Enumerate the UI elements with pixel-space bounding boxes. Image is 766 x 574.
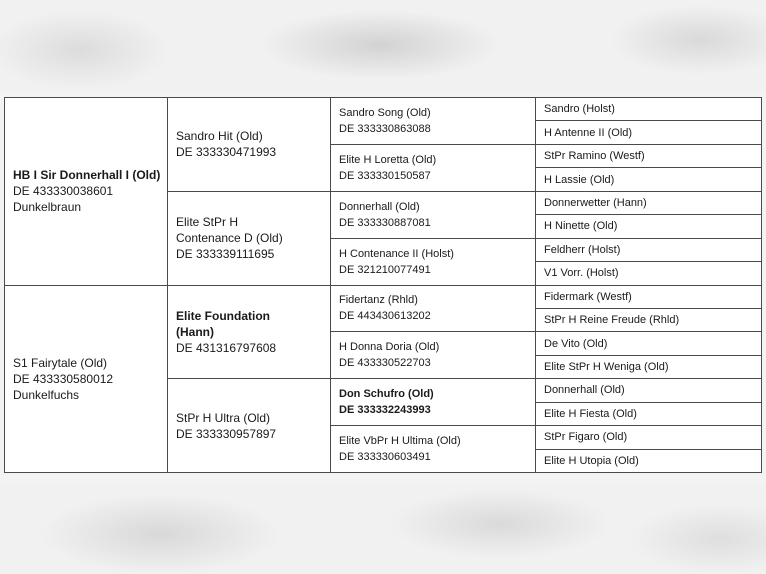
pedigree-text-line: Dunkelbraun: [13, 200, 82, 215]
pedigree-text-line: Contenance D (Old): [176, 231, 283, 246]
pedigree-text-line: DE 433330580012: [13, 371, 114, 386]
great-grandparent-cell: [331, 144, 536, 191]
pedigree-text-line: Sandro (Holst): [544, 103, 615, 116]
pedigree-text-line: Elite H Utopia (Old): [544, 454, 639, 467]
pedigree-text-line: StPr Figaro (Old): [544, 431, 628, 444]
great-grandparent-cell: [331, 379, 536, 426]
great-great-grandparent-cell: [536, 238, 762, 261]
sire-cell: [5, 98, 168, 286]
pedigree-text-line: Elite H Loretta (Old): [339, 153, 437, 166]
great-great-grandparent-cell: [536, 215, 762, 238]
pedigree-text-line: DE 333339111695: [176, 247, 275, 262]
pedigree-text-line: H Ninette (Old): [544, 220, 618, 233]
pedigree-text-line: Donnerhall (Old): [339, 200, 420, 213]
grandparent-cell: [168, 285, 331, 379]
great-great-grandparent-cell: [536, 402, 762, 425]
blurred-background-top: [0, 0, 766, 92]
pedigree-row: [5, 98, 762, 121]
pedigree-text-line: Elite Foundation: [176, 308, 270, 323]
pedigree-text-line: Donnerwetter (Hann): [544, 196, 647, 209]
great-great-grandparent-cell: [536, 262, 762, 285]
pedigree-row: [5, 285, 762, 308]
great-great-grandparent-cell: [536, 98, 762, 121]
pedigree-text-line: Elite StPr H Weniga (Old): [544, 361, 669, 374]
pedigree-text-line: DE 433330038601: [13, 184, 114, 199]
great-grandparent-cell: [331, 426, 536, 473]
pedigree-text-line: V1 Vorr. (Holst): [544, 267, 619, 280]
pedigree-text-line: Don Schufro (Old): [339, 388, 434, 401]
great-great-grandparent-cell: [536, 449, 762, 472]
great-great-grandparent-cell: [536, 355, 762, 378]
pedigree-text-line: H Contenance II (Holst): [339, 247, 454, 260]
pedigree-text-line: Donnerhall (Old): [544, 384, 625, 397]
pedigree-text-line: StPr Ramino (Westf): [544, 150, 645, 163]
great-great-grandparent-cell: [536, 191, 762, 214]
grandparent-cell: [168, 379, 331, 473]
pedigree-text-line: Elite H Fiesta (Old): [544, 407, 637, 420]
great-great-grandparent-cell: [536, 168, 762, 191]
pedigree-text-line: H Antenne II (Old): [544, 126, 633, 139]
great-grandparent-cell: [331, 191, 536, 238]
pedigree-text-line: Fidermark (Westf): [544, 290, 632, 303]
great-great-grandparent-cell: [536, 379, 762, 402]
pedigree-text-line: DE 333330957897: [176, 426, 277, 441]
pedigree-text-line: Sandro Song (Old): [339, 106, 431, 119]
dam-cell: [5, 285, 168, 473]
great-great-grandparent-cell: [536, 121, 762, 144]
pedigree-text-line: StPr H Ultra (Old): [176, 410, 271, 425]
pedigree-text-line: Elite VbPr H Ultima (Old): [339, 435, 461, 448]
pedigree-text-line: DE 333330471993: [176, 145, 277, 160]
great-grandparent-cell: [331, 332, 536, 379]
pedigree-text-line: DE 431316797608: [176, 340, 277, 355]
pedigree-text-line: Sandro Hit (Old): [176, 129, 263, 144]
great-grandparent-cell: [331, 98, 536, 145]
pedigree-text-line: DE 333330150587: [339, 169, 431, 182]
pedigree-table: [4, 97, 762, 473]
pedigree-text-line: StPr H Reine Freude (Rhld): [544, 314, 680, 327]
grandparent-cell: [168, 191, 331, 285]
pedigree-text-line: Elite StPr H: [176, 215, 239, 230]
grandparent-cell: [168, 98, 331, 192]
pedigree-text-line: H Donna Doria (Old): [339, 341, 440, 354]
blurred-background-bottom: [0, 484, 766, 574]
pedigree-text-line: DE 443430613202: [339, 310, 431, 323]
pedigree-text-line: DE 333330603491: [339, 451, 431, 464]
great-great-grandparent-cell: [536, 308, 762, 331]
great-great-grandparent-cell: [536, 144, 762, 167]
pedigree-text-line: HB I Sir Donnerhall I (Old): [13, 168, 161, 183]
pedigree-text-line: DE 333330863088: [339, 122, 431, 135]
pedigree-text-line: DE 433330522703: [339, 357, 431, 370]
pedigree-text-line: (Hann): [176, 324, 214, 339]
great-great-grandparent-cell: [536, 285, 762, 308]
great-grandparent-cell: [331, 285, 536, 332]
pedigree-text-line: Feldherr (Holst): [544, 243, 621, 256]
pedigree-text-line: S1 Fairytale (Old): [13, 355, 108, 370]
pedigree-text-line: H Lassie (Old): [544, 173, 615, 186]
pedigree-text-line: DE 333332243993: [339, 404, 431, 417]
pedigree-text-line: Dunkelfuchs: [13, 387, 80, 402]
pedigree-text-line: Fidertanz (Rhld): [339, 294, 418, 307]
pedigree-text-line: DE 333330887081: [339, 216, 431, 229]
pedigree-text-line: De Vito (Old): [544, 337, 608, 350]
great-grandparent-cell: [331, 238, 536, 285]
pedigree-text-line: DE 321210077491: [339, 263, 431, 276]
great-great-grandparent-cell: [536, 332, 762, 355]
great-great-grandparent-cell: [536, 426, 762, 449]
